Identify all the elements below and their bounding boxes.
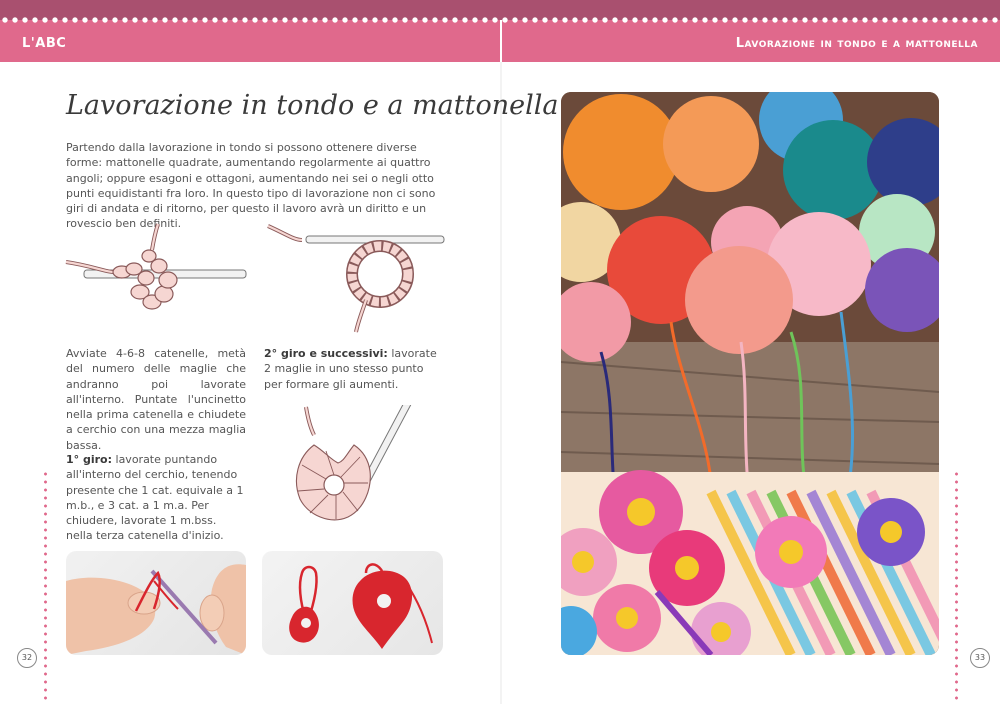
page-title: Lavorazione in tondo e a mattonella — [66, 90, 559, 121]
dotted-border-right — [955, 470, 958, 704]
step-text-round-1 — [66, 452, 246, 544]
step-label-round-2: 2° giro e successivi: — [264, 347, 388, 360]
ring-illustration — [266, 222, 446, 334]
step-body-round-1: lavorate puntando all'interno del cerchio, tenendo presente che 1 cat. equivale a 1 m.b., e 3 cat. a 1 m.a. Per chiudere, lavorate 1 m.bss. nella terza catenella d'inizio. — [66, 453, 244, 543]
page-number-left: 32 — [17, 648, 37, 668]
intro-paragraph: Partendo dalla lavorazione in tondo si possono ottenere diverse forme: mattonelle quadrate, aumentando regolarmente ai quattro angoli; oppure esagoni e ottagoni, aumentando nei sei o negli otto punti equidistanti fra loro. In questo tipo di lavorazione non ci sono giri di andata e di ritorno, per questo il lavoro avrà un diritto e un rovescio ben definiti. — [66, 141, 436, 231]
header-band-left — [0, 20, 500, 62]
red-rings-photo — [262, 551, 443, 655]
scallop-border — [0, 16, 1000, 24]
page-number-right: 33 — [970, 648, 990, 668]
step-label-round-1: 1° giro: — [66, 453, 113, 466]
section-label: L'ABC — [22, 36, 67, 51]
dotted-border-left — [44, 470, 47, 704]
chain-stitch-illustration — [64, 222, 250, 334]
yarn-balls-photo — [561, 92, 939, 655]
hands-crochet-photo — [66, 551, 246, 655]
chapter-label: Lavorazione in tondo e a mattonella — [735, 36, 978, 51]
step-body-round-2: lavorate 2 maglie in uno stesso punto per formare gli aumenti. — [264, 347, 437, 391]
step-text-chain: Avviate 4-6-8 catenelle, metà del numero delle maglie che andranno poi lavorate all'interno. Puntate l'uncinetto nella prima catenella e chiudete a cerchio con una mezza maglia bassa. — [66, 347, 246, 452]
step-text-round-2 — [264, 346, 444, 392]
first-round-illustration — [286, 405, 438, 535]
page-spine — [500, 62, 502, 704]
